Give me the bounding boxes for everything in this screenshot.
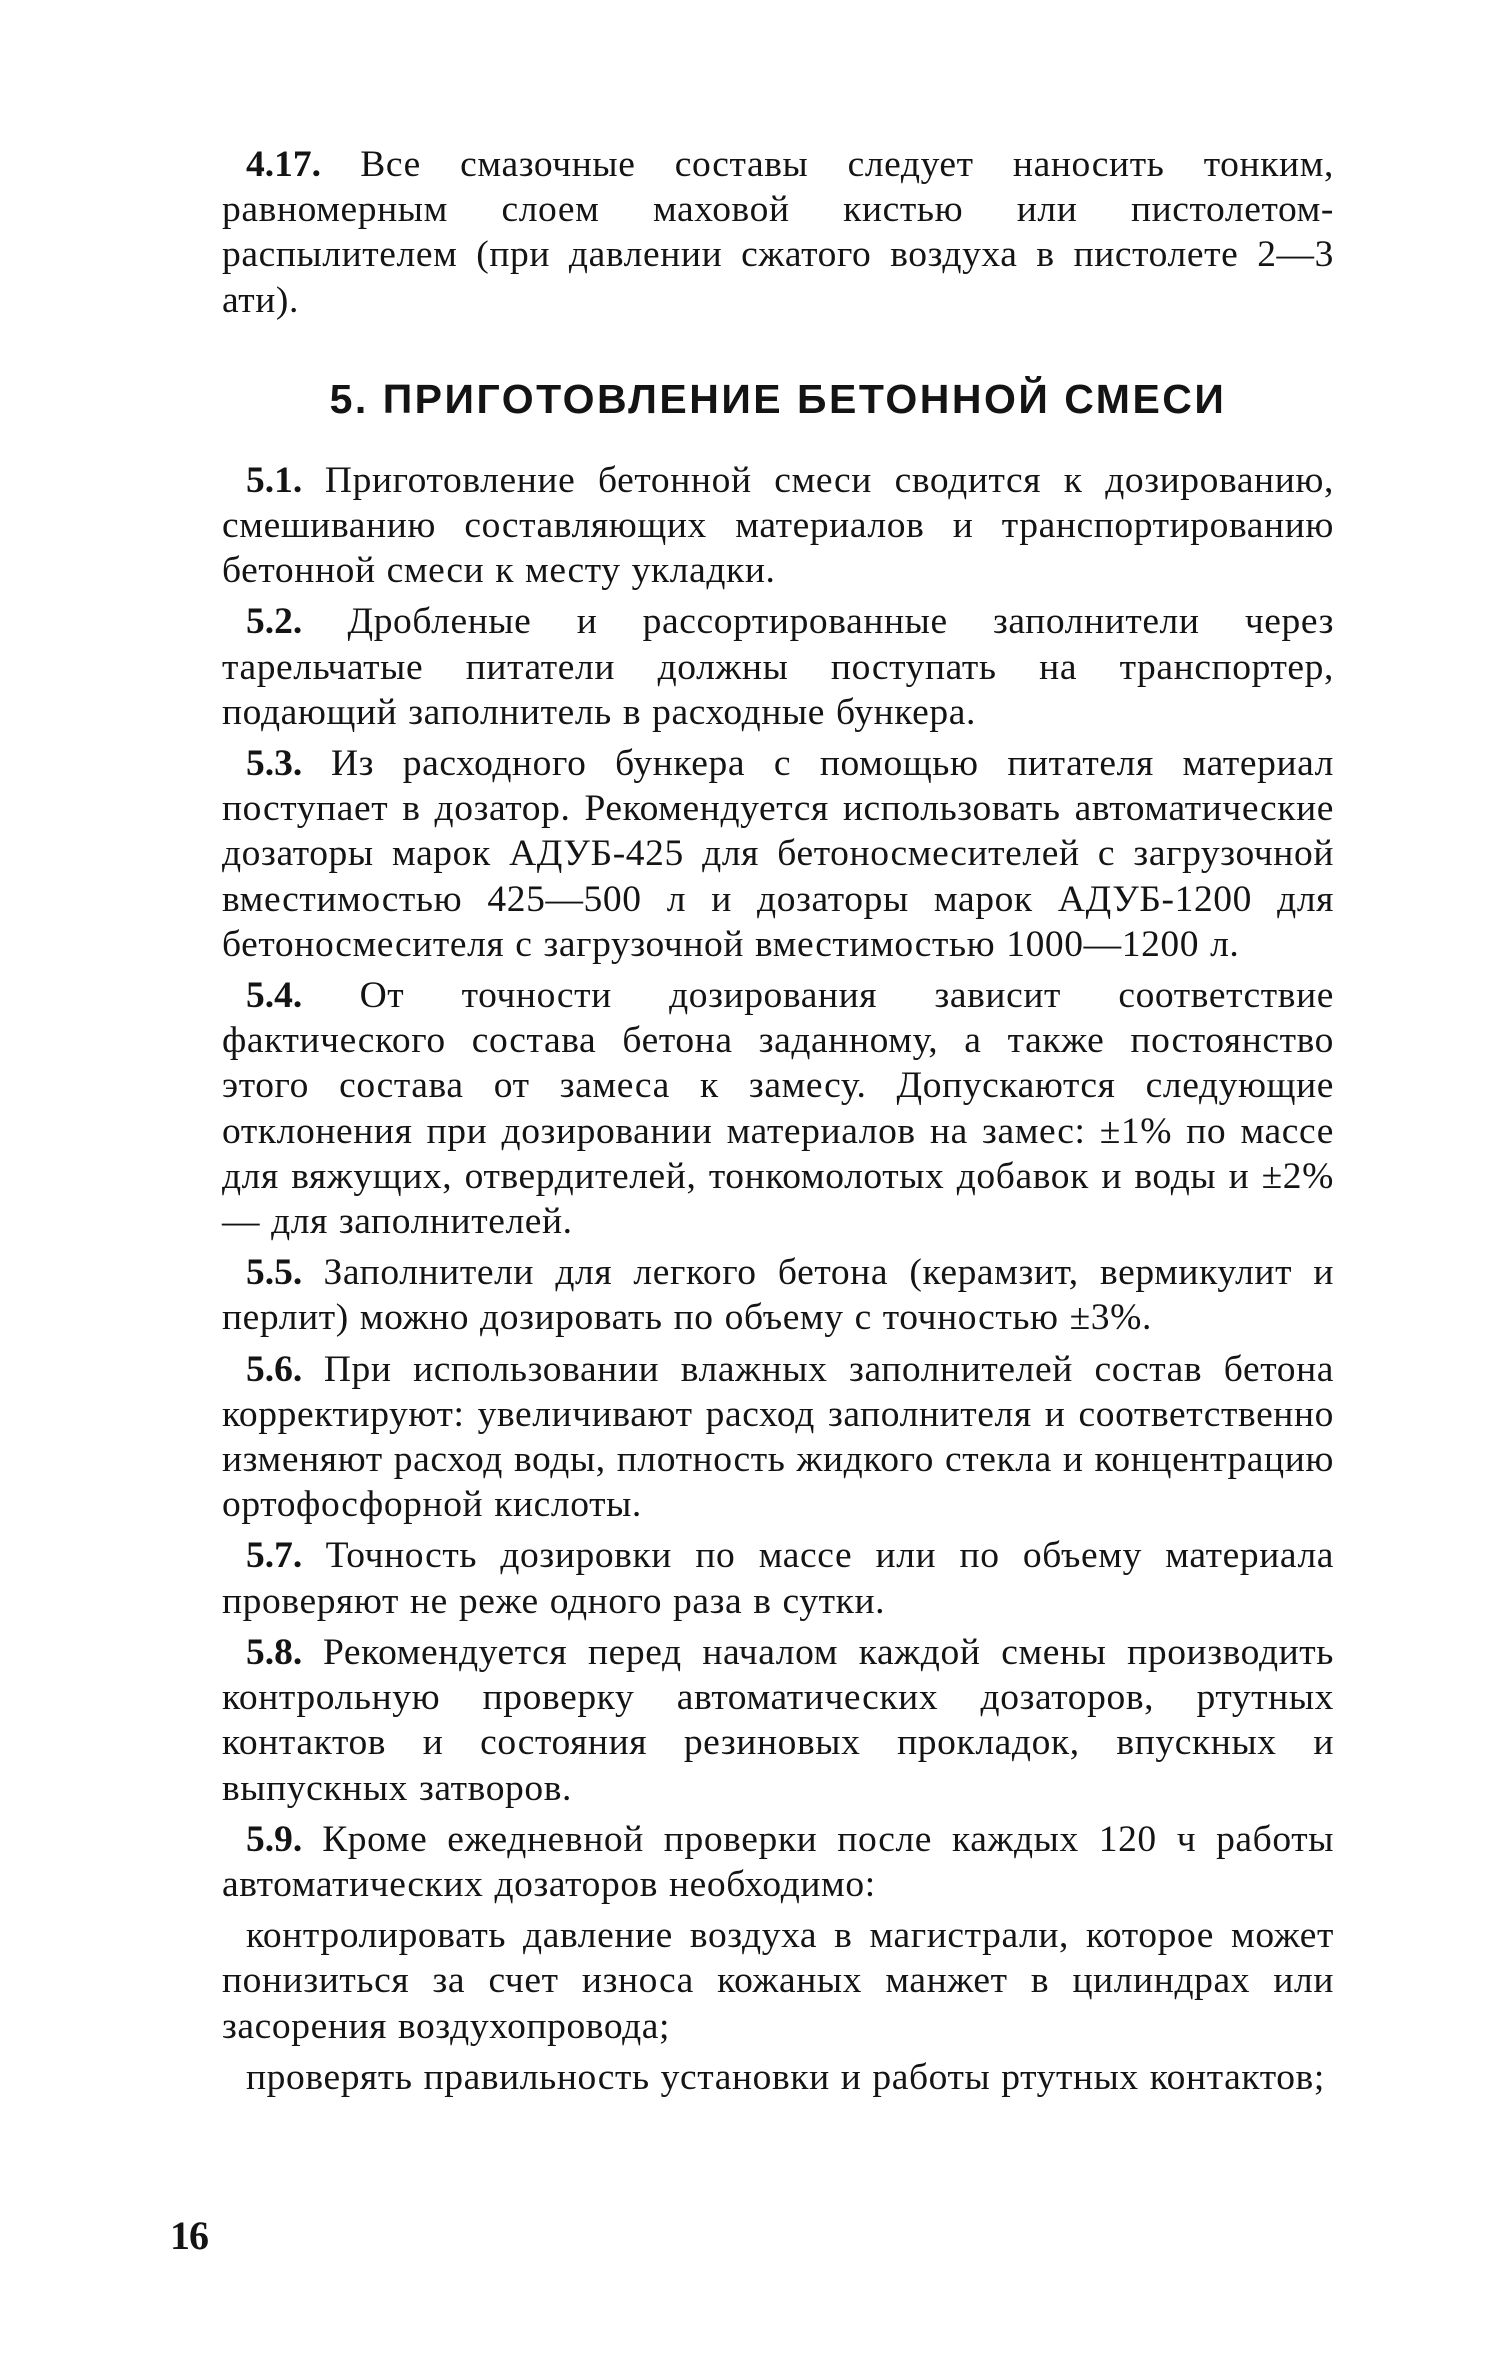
paragraph-number: 5.2. bbox=[246, 601, 303, 643]
paragraph-5-1 bbox=[222, 458, 1334, 594]
paragraph-4-17 bbox=[222, 142, 1334, 323]
paragraph-number: 5.3. bbox=[246, 743, 303, 785]
paragraph-number: 5.6. bbox=[246, 1348, 303, 1390]
text-column bbox=[222, 142, 1334, 2106]
paragraph-text: При использовании влажных заполнителей состав бетона корректируют: увеличивают расход заполнителя и соответственно изменяют расход воды, плотность жидкого стекла и концентрацию ортофосфорной кислоты. bbox=[222, 1348, 1334, 1526]
paragraph-number: 5.5. bbox=[246, 1252, 303, 1294]
paragraph-number: 5.8. bbox=[246, 1631, 303, 1673]
paragraph-5-7 bbox=[222, 1533, 1334, 1623]
list-item: контролировать давление воздуха в магистрали, которое может понизиться за счет износа кожаных манжет в цилиндрах или засорения воздухопровода; bbox=[222, 1915, 1334, 2047]
paragraph-number: 5.9. bbox=[246, 1818, 303, 1860]
paragraph-text: Все смазочные составы следует наносить тонким, равномерным слоем маховой кистью или пистолетом-распылителем (при давлении сжатого воздуха в пистолете 2—3 ати). bbox=[222, 144, 1334, 321]
paragraph-text: Рекомендуется перед началом каждой смены производить контрольную проверку автоматических дозаторов, ртутных контактов и состояния резиновых прокладок, впускных и выпускных затворов. bbox=[222, 1631, 1334, 1809]
paragraph-text: Точность дозировки по массе или по объему материала проверяют не реже одного раза в сутки. bbox=[222, 1535, 1334, 1622]
paragraph-text: Кроме ежедневной проверки после каждых 120 ч работы автоматических дозаторов необходимо: bbox=[222, 1818, 1334, 1905]
paragraph-text: Дробленые и рассортированные заполнители через тарельчатые питатели должны поступать на транспортер, подающий заполнитель в расходные бункера. bbox=[222, 601, 1334, 733]
paragraph-5-6 bbox=[222, 1347, 1334, 1528]
page-number: 16 bbox=[170, 2213, 208, 2258]
paragraph-text: Из расходного бункера с помощью питателя материал поступает в дозатор. Рекомендуется использовать автоматические дозаторы марок АДУБ-425 для бетоносмесителей с загрузочной вместимостью 425—500 л и дозаторы марок АДУБ-1200 для бетоносмесителя с загрузочной вместимостью 1000—1200 л. bbox=[222, 743, 1334, 965]
paragraph-5-2 bbox=[222, 599, 1334, 735]
paragraph-5-8 bbox=[222, 1630, 1334, 1811]
section-title: 5. ПРИГОТОВЛЕНИЕ БЕТОННОЙ СМЕСИ bbox=[329, 375, 1227, 422]
paragraph-number: 5.4. bbox=[246, 975, 303, 1017]
paragraph-5-5 bbox=[222, 1250, 1334, 1340]
paragraph-number: 5.7. bbox=[246, 1535, 303, 1577]
paragraph-number: 5.1. bbox=[246, 459, 303, 501]
paragraph-text: Приготовление бетонной смеси сводится к дозированию, смешиванию составляющих материалов и транспортированию бетонной смеси к месту укладки. bbox=[222, 459, 1334, 592]
paragraph-5-3 bbox=[222, 741, 1334, 967]
paragraph-5-4 bbox=[222, 973, 1334, 1244]
list-item: проверять правильность установки и работы ртутных контактов; bbox=[246, 2056, 1325, 2098]
paragraph-5-9 bbox=[222, 1817, 1334, 1907]
paragraph-text: От точности дозирования зависит соответствие фактического состава бетона заданному, а также постоянство этого состава от замеса к замесу. Допускаются следующие отклонения при дозировании материалов на замес: ±1% по массе для вяжущих, отвердителей, тонкомолотых добавок и воды и ±2% — для заполнителей. bbox=[222, 975, 1334, 1243]
paragraph-number: 4.17. bbox=[246, 144, 321, 185]
paragraph-text: Заполнители для легкого бетона (керамзит, вермикулит и перлит) можно дозировать по объему с точностью ±3%. bbox=[222, 1252, 1334, 1339]
